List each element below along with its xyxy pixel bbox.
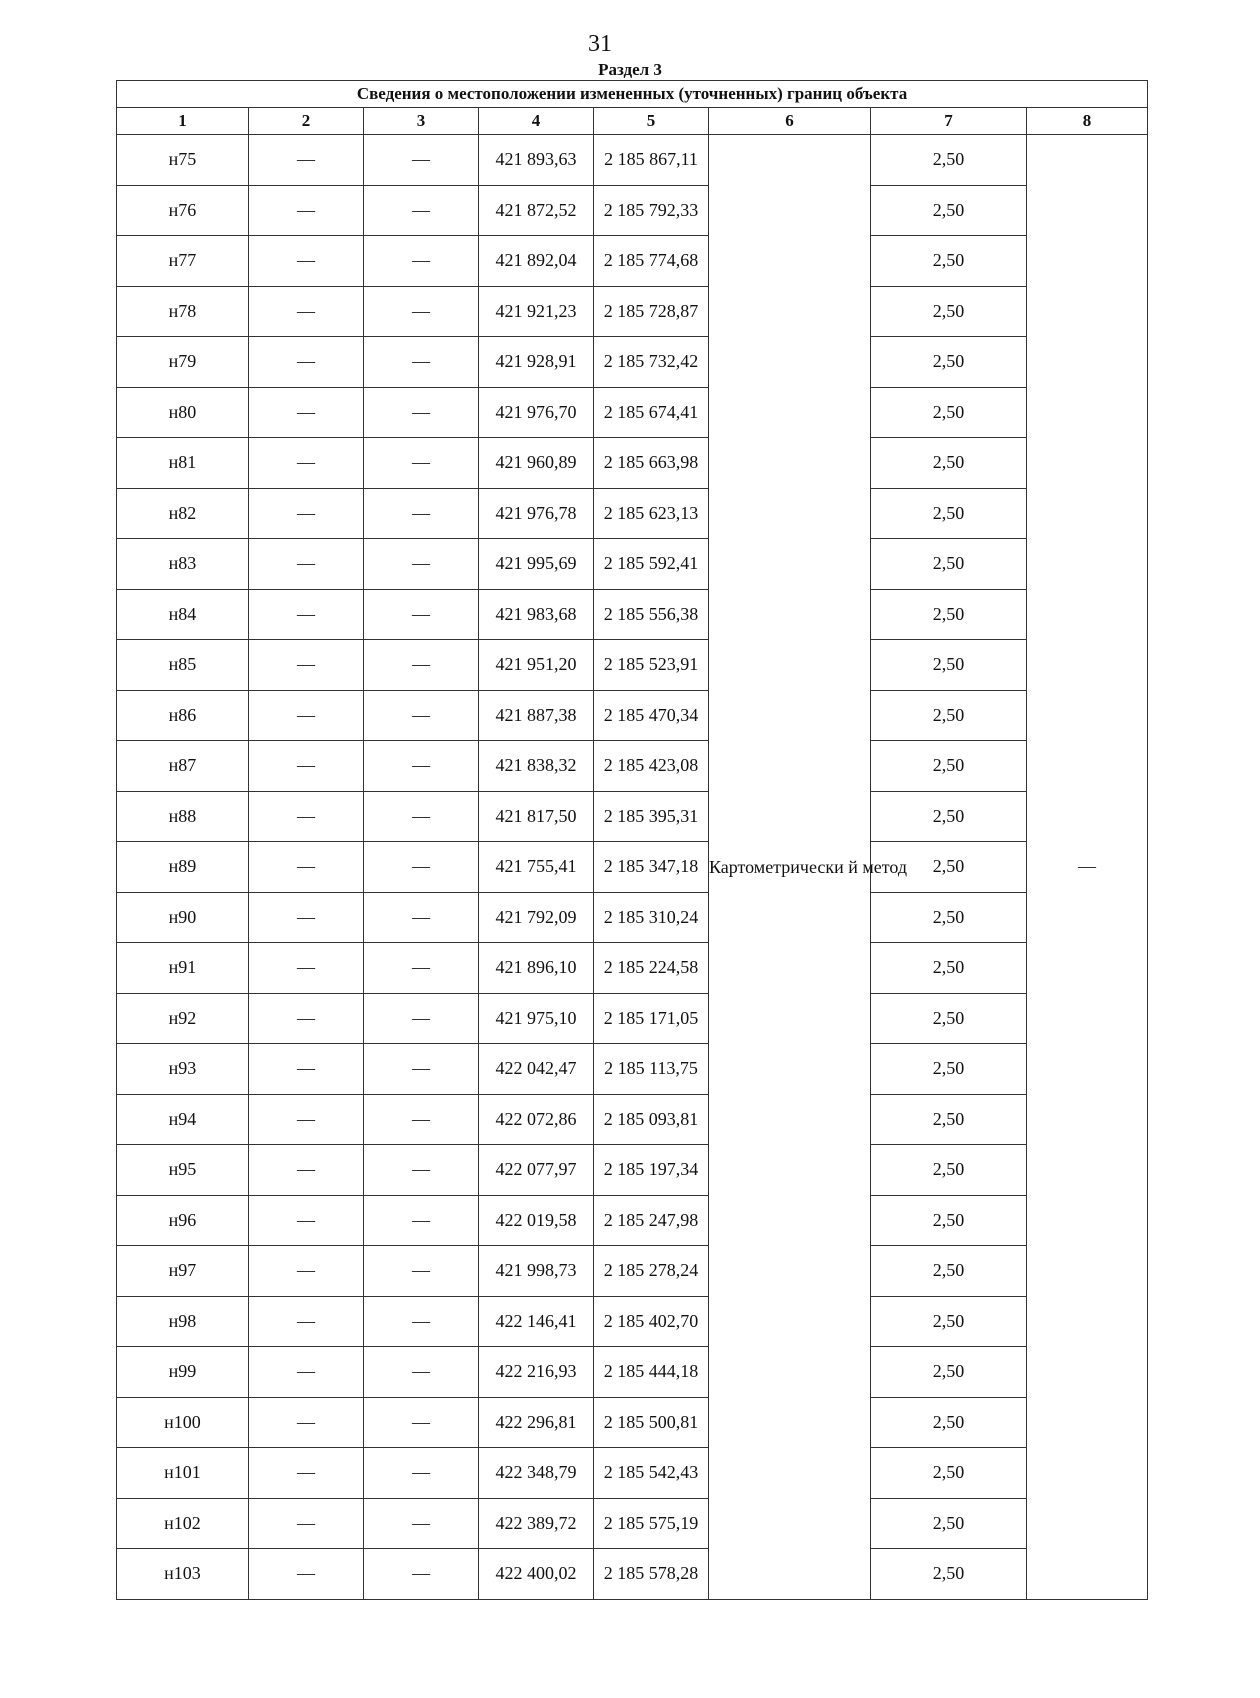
x-coordinate-cell: 422 296,81 bbox=[479, 1397, 594, 1448]
table-row bbox=[117, 1044, 1148, 1095]
empty-col2-cell: — bbox=[249, 337, 364, 388]
y-coordinate-cell: 2 185 395,31 bbox=[594, 791, 709, 842]
accuracy-cell: 2,50 bbox=[871, 539, 1027, 590]
empty-col2-cell: — bbox=[249, 741, 364, 792]
table-row bbox=[117, 337, 1148, 388]
x-coordinate-cell: 422 389,72 bbox=[479, 1498, 594, 1549]
table-row bbox=[117, 539, 1148, 590]
y-coordinate-cell: 2 185 444,18 bbox=[594, 1347, 709, 1398]
empty-col2-cell: — bbox=[249, 943, 364, 994]
x-coordinate-cell: 421 998,73 bbox=[479, 1246, 594, 1297]
accuracy-cell: 2,50 bbox=[871, 236, 1027, 287]
y-coordinate-cell: 2 185 523,91 bbox=[594, 640, 709, 691]
accuracy-cell: 2,50 bbox=[871, 1145, 1027, 1196]
empty-col3-cell: — bbox=[364, 539, 479, 590]
table-row bbox=[117, 1397, 1148, 1448]
y-coordinate-cell: 2 185 197,34 bbox=[594, 1145, 709, 1196]
accuracy-cell: 2,50 bbox=[871, 387, 1027, 438]
x-coordinate-cell: 422 348,79 bbox=[479, 1448, 594, 1499]
y-coordinate-cell: 2 185 113,75 bbox=[594, 1044, 709, 1095]
y-coordinate-cell: 2 185 278,24 bbox=[594, 1246, 709, 1297]
table-row bbox=[117, 943, 1148, 994]
point-id-cell: н75 bbox=[117, 135, 249, 186]
x-coordinate-cell: 421 892,04 bbox=[479, 236, 594, 287]
point-id-cell: н96 bbox=[117, 1195, 249, 1246]
table-row bbox=[117, 1296, 1148, 1347]
accuracy-cell: 2,50 bbox=[871, 1044, 1027, 1095]
table-row bbox=[117, 286, 1148, 337]
empty-col3-cell: — bbox=[364, 791, 479, 842]
x-coordinate-cell: 421 887,38 bbox=[479, 690, 594, 741]
empty-col2-cell: — bbox=[249, 286, 364, 337]
x-coordinate-cell: 421 951,20 bbox=[479, 640, 594, 691]
point-id-cell: н83 bbox=[117, 539, 249, 590]
accuracy-cell: 2,50 bbox=[871, 791, 1027, 842]
table-row bbox=[117, 185, 1148, 236]
empty-col2-cell: — bbox=[249, 1296, 364, 1347]
empty-col3-cell: — bbox=[364, 1448, 479, 1499]
table-row bbox=[117, 993, 1148, 1044]
x-coordinate-cell: 421 817,50 bbox=[479, 791, 594, 842]
x-coordinate-cell: 421 960,89 bbox=[479, 438, 594, 489]
x-coordinate-cell: 422 019,58 bbox=[479, 1195, 594, 1246]
point-id-cell: н92 bbox=[117, 993, 249, 1044]
table-row bbox=[117, 488, 1148, 539]
y-coordinate-cell: 2 185 247,98 bbox=[594, 1195, 709, 1246]
x-coordinate-cell: 421 983,68 bbox=[479, 589, 594, 640]
accuracy-cell: 2,50 bbox=[871, 589, 1027, 640]
page-number: 31 bbox=[588, 31, 612, 57]
y-coordinate-cell: 2 185 623,13 bbox=[594, 488, 709, 539]
empty-col2-cell: — bbox=[249, 387, 364, 438]
y-coordinate-cell: 2 185 774,68 bbox=[594, 236, 709, 287]
accuracy-cell: 2,50 bbox=[871, 185, 1027, 236]
empty-col2-cell: — bbox=[249, 135, 364, 186]
accuracy-cell: 2,50 bbox=[871, 690, 1027, 741]
point-id-cell: н99 bbox=[117, 1347, 249, 1398]
empty-col2-cell: — bbox=[249, 1145, 364, 1196]
empty-col3-cell: — bbox=[364, 438, 479, 489]
y-coordinate-cell: 2 185 663,98 bbox=[594, 438, 709, 489]
column-number: 7 bbox=[871, 108, 1027, 135]
empty-col3-cell: — bbox=[364, 1044, 479, 1095]
empty-col2-cell: — bbox=[249, 539, 364, 590]
empty-col2-cell: — bbox=[249, 1246, 364, 1297]
empty-col3-cell: — bbox=[364, 1094, 479, 1145]
empty-col3-cell: — bbox=[364, 1347, 479, 1398]
y-coordinate-cell: 2 185 224,58 bbox=[594, 943, 709, 994]
column-number: 2 bbox=[249, 108, 364, 135]
empty-col2-cell: — bbox=[249, 892, 364, 943]
point-id-cell: н85 bbox=[117, 640, 249, 691]
y-coordinate-cell: 2 185 500,81 bbox=[594, 1397, 709, 1448]
y-coordinate-cell: 2 185 792,33 bbox=[594, 185, 709, 236]
table-row bbox=[117, 892, 1148, 943]
table-row bbox=[117, 842, 1148, 893]
y-coordinate-cell: 2 185 093,81 bbox=[594, 1094, 709, 1145]
y-coordinate-cell: 2 185 347,18 bbox=[594, 842, 709, 893]
x-coordinate-cell: 422 077,97 bbox=[479, 1145, 594, 1196]
accuracy-cell: 2,50 bbox=[871, 438, 1027, 489]
x-coordinate-cell: 421 755,41 bbox=[479, 842, 594, 893]
empty-col3-cell: — bbox=[364, 286, 479, 337]
empty-col3-cell: — bbox=[364, 1195, 479, 1246]
accuracy-cell: 2,50 bbox=[871, 1498, 1027, 1549]
column-number: 4 bbox=[479, 108, 594, 135]
empty-col3-cell: — bbox=[364, 387, 479, 438]
accuracy-cell: 2,50 bbox=[871, 488, 1027, 539]
accuracy-cell: 2,50 bbox=[871, 1296, 1027, 1347]
empty-col2-cell: — bbox=[249, 1498, 364, 1549]
point-id-cell: н91 bbox=[117, 943, 249, 994]
accuracy-cell: 2,50 bbox=[871, 1397, 1027, 1448]
empty-col3-cell: — bbox=[364, 1145, 479, 1196]
table-caption: Сведения о местоположении измененных (уточненных) границ объекта bbox=[117, 81, 1148, 108]
empty-col3-cell: — bbox=[364, 135, 479, 186]
table-row bbox=[117, 1195, 1148, 1246]
accuracy-cell: 2,50 bbox=[871, 1246, 1027, 1297]
x-coordinate-cell: 421 976,70 bbox=[479, 387, 594, 438]
point-id-cell: н84 bbox=[117, 589, 249, 640]
empty-col3-cell: — bbox=[364, 741, 479, 792]
accuracy-cell: 2,50 bbox=[871, 892, 1027, 943]
empty-col2-cell: — bbox=[249, 842, 364, 893]
x-coordinate-cell: 421 921,23 bbox=[479, 286, 594, 337]
y-coordinate-cell: 2 185 542,43 bbox=[594, 1448, 709, 1499]
method-cell: Картометрически й метод bbox=[709, 135, 871, 1600]
table-row bbox=[117, 690, 1148, 741]
accuracy-cell: 2,50 bbox=[871, 1195, 1027, 1246]
empty-col2-cell: — bbox=[249, 1397, 364, 1448]
accuracy-cell: 2,50 bbox=[871, 1347, 1027, 1398]
section-title: Раздел 3 bbox=[598, 60, 662, 79]
empty-col2-cell: — bbox=[249, 438, 364, 489]
point-id-cell: н93 bbox=[117, 1044, 249, 1095]
table-row bbox=[117, 1145, 1148, 1196]
table-row bbox=[117, 1246, 1148, 1297]
empty-col2-cell: — bbox=[249, 1448, 364, 1499]
point-id-cell: н76 bbox=[117, 185, 249, 236]
point-id-cell: н77 bbox=[117, 236, 249, 287]
table-row bbox=[117, 589, 1148, 640]
empty-col3-cell: — bbox=[364, 892, 479, 943]
point-id-cell: н80 bbox=[117, 387, 249, 438]
empty-col2-cell: — bbox=[249, 185, 364, 236]
empty-col3-cell: — bbox=[364, 488, 479, 539]
accuracy-cell: 2,50 bbox=[871, 1448, 1027, 1499]
empty-col2-cell: — bbox=[249, 236, 364, 287]
table-row bbox=[117, 1549, 1148, 1600]
x-coordinate-cell: 421 928,91 bbox=[479, 337, 594, 388]
point-id-cell: н87 bbox=[117, 741, 249, 792]
empty-col2-cell: — bbox=[249, 1195, 364, 1246]
x-coordinate-cell: 421 893,63 bbox=[479, 135, 594, 186]
accuracy-cell: 2,50 bbox=[871, 842, 1027, 893]
accuracy-cell: 2,50 bbox=[871, 640, 1027, 691]
table-row bbox=[117, 438, 1148, 489]
table-row bbox=[117, 741, 1148, 792]
empty-col2-cell: — bbox=[249, 589, 364, 640]
point-id-cell: н86 bbox=[117, 690, 249, 741]
empty-col2-cell: — bbox=[249, 1044, 364, 1095]
column-number: 3 bbox=[364, 108, 479, 135]
empty-col2-cell: — bbox=[249, 1347, 364, 1398]
y-coordinate-cell: 2 185 575,19 bbox=[594, 1498, 709, 1549]
table-row bbox=[117, 1498, 1148, 1549]
empty-col3-cell: — bbox=[364, 1397, 479, 1448]
empty-col3-cell: — bbox=[364, 1549, 479, 1600]
column-number: 6 bbox=[709, 108, 871, 135]
point-id-cell: н103 bbox=[117, 1549, 249, 1600]
accuracy-cell: 2,50 bbox=[871, 1549, 1027, 1600]
col8-cell: — bbox=[1027, 135, 1148, 1600]
point-id-cell: н101 bbox=[117, 1448, 249, 1499]
point-id-cell: н98 bbox=[117, 1296, 249, 1347]
empty-col2-cell: — bbox=[249, 640, 364, 691]
y-coordinate-cell: 2 185 674,41 bbox=[594, 387, 709, 438]
empty-col3-cell: — bbox=[364, 1246, 479, 1297]
x-coordinate-cell: 422 146,41 bbox=[479, 1296, 594, 1347]
point-id-cell: н100 bbox=[117, 1397, 249, 1448]
empty-col3-cell: — bbox=[364, 993, 479, 1044]
point-id-cell: н88 bbox=[117, 791, 249, 842]
empty-col3-cell: — bbox=[364, 690, 479, 741]
y-coordinate-cell: 2 185 310,24 bbox=[594, 892, 709, 943]
empty-col2-cell: — bbox=[249, 993, 364, 1044]
table-body bbox=[117, 135, 1148, 1600]
table-row bbox=[117, 640, 1148, 691]
table-row bbox=[117, 236, 1148, 287]
empty-col2-cell: — bbox=[249, 690, 364, 741]
empty-col3-cell: — bbox=[364, 337, 479, 388]
y-coordinate-cell: 2 185 470,34 bbox=[594, 690, 709, 741]
y-coordinate-cell: 2 185 578,28 bbox=[594, 1549, 709, 1600]
y-coordinate-cell: 2 185 732,42 bbox=[594, 337, 709, 388]
y-coordinate-cell: 2 185 592,41 bbox=[594, 539, 709, 590]
y-coordinate-cell: 2 185 556,38 bbox=[594, 589, 709, 640]
y-coordinate-cell: 2 185 423,08 bbox=[594, 741, 709, 792]
empty-col3-cell: — bbox=[364, 640, 479, 691]
point-id-cell: н81 bbox=[117, 438, 249, 489]
empty-col3-cell: — bbox=[364, 1296, 479, 1347]
accuracy-cell: 2,50 bbox=[871, 943, 1027, 994]
accuracy-cell: 2,50 bbox=[871, 337, 1027, 388]
x-coordinate-cell: 421 792,09 bbox=[479, 892, 594, 943]
x-coordinate-cell: 421 896,10 bbox=[479, 943, 594, 994]
table-row bbox=[117, 387, 1148, 438]
empty-col3-cell: — bbox=[364, 589, 479, 640]
column-number: 8 bbox=[1027, 108, 1148, 135]
empty-col3-cell: — bbox=[364, 185, 479, 236]
empty-col3-cell: — bbox=[364, 943, 479, 994]
empty-col2-cell: — bbox=[249, 1094, 364, 1145]
y-coordinate-cell: 2 185 728,87 bbox=[594, 286, 709, 337]
x-coordinate-cell: 421 995,69 bbox=[479, 539, 594, 590]
accuracy-cell: 2,50 bbox=[871, 135, 1027, 186]
empty-col2-cell: — bbox=[249, 1549, 364, 1600]
point-id-cell: н89 bbox=[117, 842, 249, 893]
accuracy-cell: 2,50 bbox=[871, 741, 1027, 792]
table-row bbox=[117, 1347, 1148, 1398]
x-coordinate-cell: 421 975,10 bbox=[479, 993, 594, 1044]
point-id-cell: н102 bbox=[117, 1498, 249, 1549]
point-id-cell: н97 bbox=[117, 1246, 249, 1297]
x-coordinate-cell: 421 872,52 bbox=[479, 185, 594, 236]
accuracy-cell: 2,50 bbox=[871, 286, 1027, 337]
table-row bbox=[117, 791, 1148, 842]
table-row bbox=[117, 1448, 1148, 1499]
empty-col2-cell: — bbox=[249, 791, 364, 842]
empty-col3-cell: — bbox=[364, 842, 479, 893]
accuracy-cell: 2,50 bbox=[871, 993, 1027, 1044]
table-row bbox=[117, 1094, 1148, 1145]
x-coordinate-cell: 421 838,32 bbox=[479, 741, 594, 792]
column-numbers-row bbox=[117, 108, 1148, 135]
point-id-cell: н78 bbox=[117, 286, 249, 337]
empty-col2-cell: — bbox=[249, 488, 364, 539]
point-id-cell: н94 bbox=[117, 1094, 249, 1145]
column-number: 5 bbox=[594, 108, 709, 135]
point-id-cell: н79 bbox=[117, 337, 249, 388]
empty-col3-cell: — bbox=[364, 1498, 479, 1549]
point-id-cell: н90 bbox=[117, 892, 249, 943]
y-coordinate-cell: 2 185 171,05 bbox=[594, 993, 709, 1044]
x-coordinate-cell: 422 072,86 bbox=[479, 1094, 594, 1145]
table-row bbox=[117, 135, 1148, 186]
empty-col3-cell: — bbox=[364, 236, 479, 287]
boundary-coordinates-table bbox=[116, 80, 1148, 1600]
y-coordinate-cell: 2 185 867,11 bbox=[594, 135, 709, 186]
accuracy-cell: 2,50 bbox=[871, 1094, 1027, 1145]
point-id-cell: н95 bbox=[117, 1145, 249, 1196]
x-coordinate-cell: 421 976,78 bbox=[479, 488, 594, 539]
y-coordinate-cell: 2 185 402,70 bbox=[594, 1296, 709, 1347]
column-number: 1 bbox=[117, 108, 249, 135]
x-coordinate-cell: 422 400,02 bbox=[479, 1549, 594, 1600]
x-coordinate-cell: 422 042,47 bbox=[479, 1044, 594, 1095]
point-id-cell: н82 bbox=[117, 488, 249, 539]
x-coordinate-cell: 422 216,93 bbox=[479, 1347, 594, 1398]
